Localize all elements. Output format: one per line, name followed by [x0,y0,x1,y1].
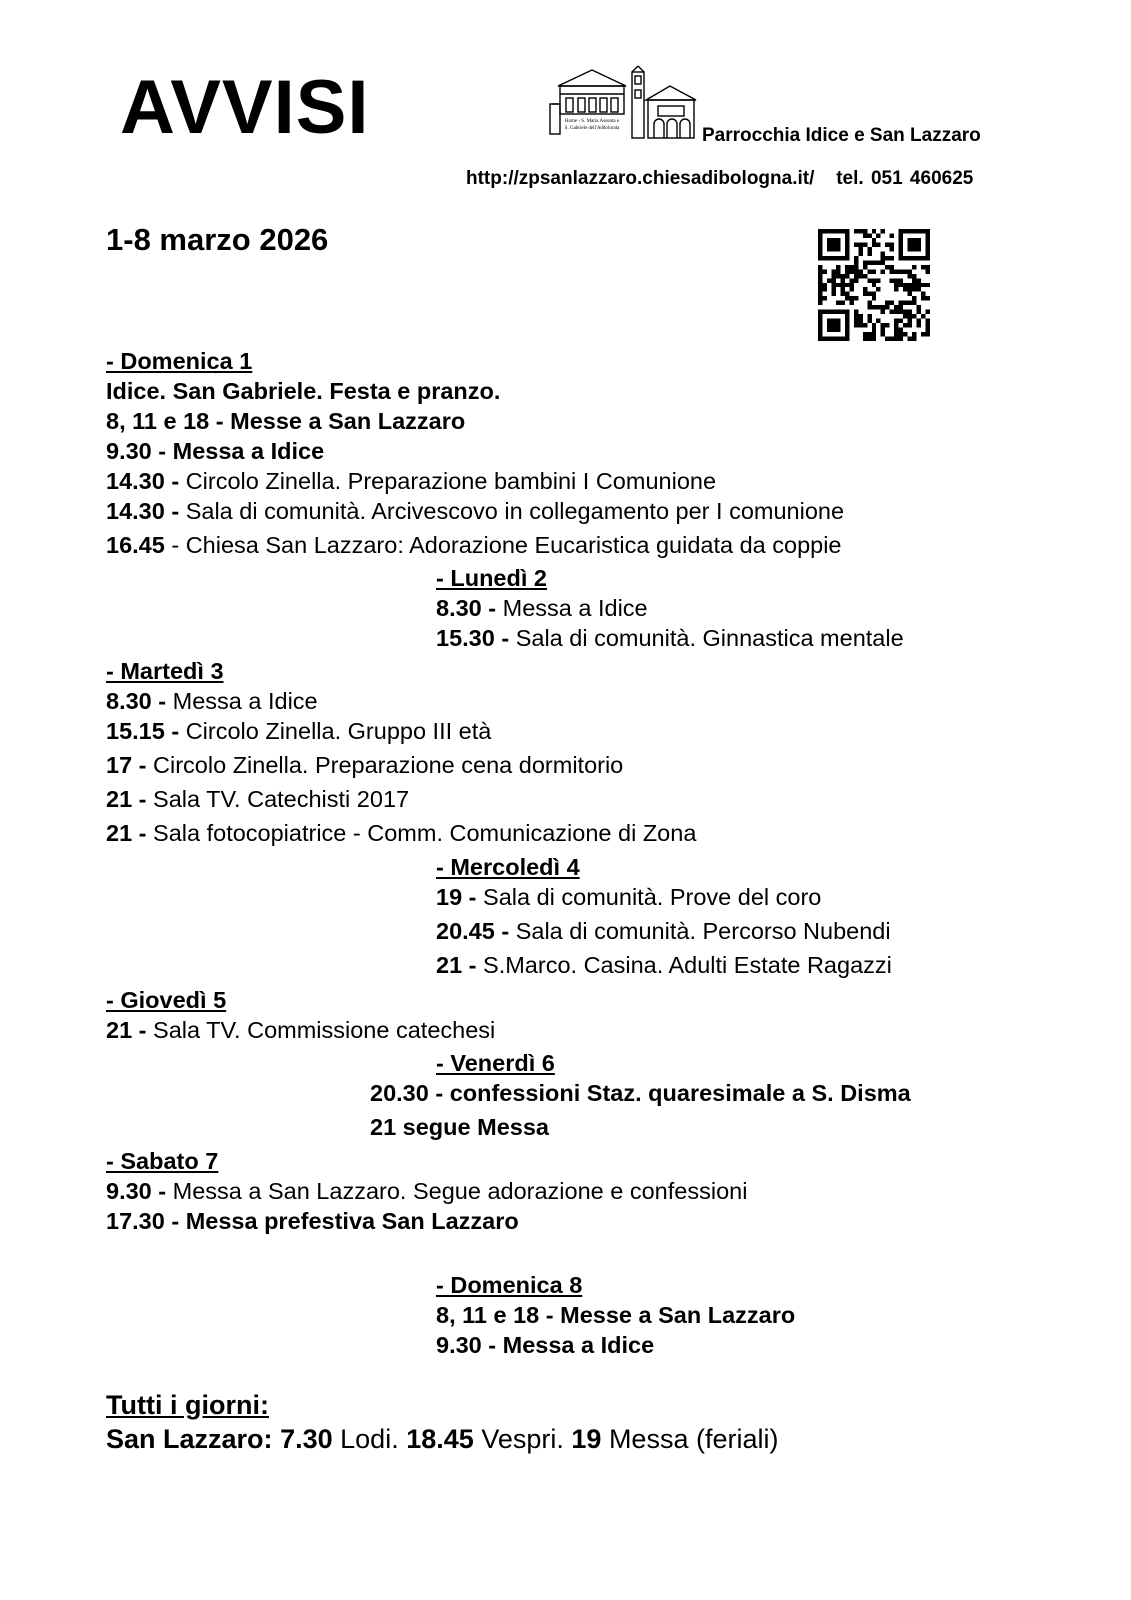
logo-caption: Home - S. Maria Assunta e [564,119,620,124]
schedule-line [106,530,844,560]
schedule-text: Sala TV. Commissione catechesi [153,1017,496,1043]
day-block-wednesday-4 [436,852,892,980]
day-heading: - Lunedì 2 [436,565,547,591]
schedule-time: 9.30 - [106,1178,167,1204]
day-heading: - Martedì 3 [106,658,224,684]
schedule-time: 17 - [106,752,147,778]
schedule-time: 16.45 [106,532,165,558]
schedule-time: 7.30 [280,1424,333,1454]
schedule-line [436,916,892,946]
day-heading: - Sabato 7 [106,1148,219,1174]
daily-place: San Lazzaro: [106,1424,273,1454]
schedule-line [106,750,696,780]
schedule-time: 14.30 - [106,468,180,494]
schedule-line [106,686,696,716]
day-heading: - Venerdì 6 [436,1050,555,1076]
schedule-text: Sala TV. Catechisti 2017 [153,786,410,812]
schedule-line: 9.30 - Messa a Idice [436,1332,655,1358]
schedule-text: Sala di comunità. Ginnastica mentale [515,625,904,651]
contact-line [466,168,973,190]
schedule-text: Messa a San Lazzaro. Segue adorazione e confessioni [172,1178,748,1204]
schedule-line [106,466,844,496]
schedule-line: 8, 11 e 18 - Messe a San Lazzaro [436,1302,796,1328]
day-block-saturday-7 [106,1146,747,1236]
schedule-line [436,593,904,623]
schedule-line: Idice. San Gabriele. Festa e pranzo. [106,378,501,404]
schedule-text: Sala di comunità. Prove del coro [483,884,822,910]
daily-schedule [106,1388,778,1456]
day-block-thursday-5 [106,985,495,1045]
schedule-text: Circolo Zinella. Preparazione bambini I Comunione [185,468,717,494]
schedule-time: 21 - [106,820,147,846]
schedule-line [106,1015,495,1045]
qr-code [818,229,930,341]
day-block-sunday-1 [106,346,844,560]
schedule-line: 20.30 - confessioni Staz. quaresimale a S. Disma [370,1080,911,1106]
schedule-time: 19 [571,1424,602,1454]
schedule-line [106,716,696,746]
day-block-monday-2 [436,563,904,653]
schedule-text: Sala di comunità. Percorso Nubendi [515,918,891,944]
schedule-text: S.Marco. Casina. Adulti Estate Ragazzi [483,952,892,978]
day-block-sunday-8 [436,1270,795,1360]
day-block-friday-6 [370,1048,911,1142]
schedule-text: Vespri. [481,1424,564,1454]
schedule-text: Lodi. [340,1424,399,1454]
parish-name: Parrocchia Idice e San Lazzaro [702,125,981,146]
schedule-time: 8.30 - [436,595,497,621]
schedule-line [106,784,696,814]
schedule-line: 21 segue Messa [370,1114,549,1140]
schedule-text: Sala fotocopiatrice - Comm. Comunicazione di Zona [153,820,697,846]
schedule-time: 8.30 - [106,688,167,714]
schedule-time: 20.45 - [436,918,510,944]
schedule-line [106,496,844,526]
day-block-tuesday-3 [106,656,696,848]
schedule-text: - Chiesa San Lazzaro: Adorazione Eucaristica guidata da coppie [171,532,842,558]
schedule-line [436,950,892,980]
schedule-text: Messa a Idice [172,688,318,714]
schedule-text: Sala di comunità. Arcivescovo in collegamento per I comunione [185,498,845,524]
schedule-text: Messa (feriali) [608,1424,779,1454]
logo-caption: S. Gabriele dell'Addolorata [564,126,620,131]
schedule-line: 9.30 - Messa a Idice [106,438,325,464]
schedule-line [106,1176,747,1206]
schedule-time: 14.30 - [106,498,180,524]
schedule-time: 21 - [106,786,147,812]
day-heading: - Domenica 8 [436,1272,583,1298]
schedule-text: Circolo Zinella. Preparazione cena dormitorio [153,752,624,778]
page-title: AVVISI [120,65,370,150]
schedule-line: 8, 11 e 18 - Messe a San Lazzaro [106,408,466,434]
schedule-line [436,882,892,912]
schedule-time: 21 - [106,1017,147,1043]
schedule-time: 15.30 - [436,625,510,651]
schedule-line: 17.30 - Messa prefestiva San Lazzaro [106,1208,519,1234]
schedule-line [436,623,904,653]
schedule-text: Messa a Idice [502,595,648,621]
day-heading: - Domenica 1 [106,348,253,374]
date-range: 1-8 marzo 2026 [106,222,329,257]
day-heading: - Giovedì 5 [106,987,227,1013]
schedule-time: 21 - [436,952,477,978]
schedule-text: Circolo Zinella. Gruppo III età [185,718,492,744]
schedule-time: 19 - [436,884,477,910]
daily-heading: Tutti i giorni: [106,1390,269,1420]
schedule-time: 15.15 - [106,718,180,744]
church-logo-icon [548,64,700,146]
schedule-time: 18.45 [406,1424,474,1454]
daily-line [106,1422,778,1456]
phone-number: tel. 051 460625 [836,168,974,189]
website-url: http://zpsanlazzaro.chiesadibologna.it/ [466,168,815,189]
schedule-line [106,818,696,848]
day-heading: - Mercoledì 4 [436,854,580,880]
